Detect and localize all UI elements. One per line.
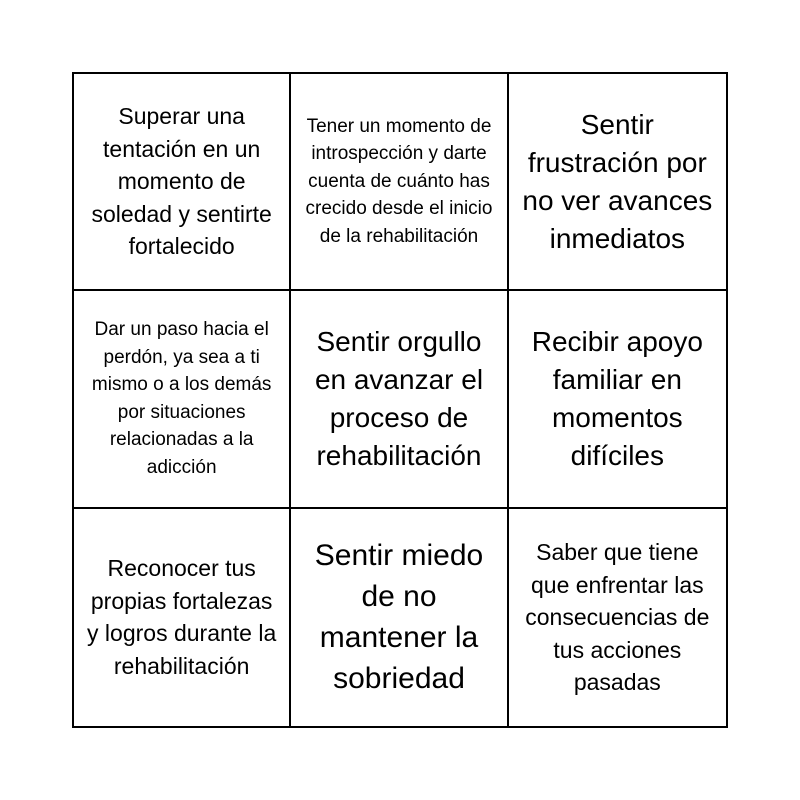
bingo-cell-1[interactable]	[74, 74, 291, 291]
bingo-cell-text: Dar un paso hacia el perdón, ya sea a ti mismo o a los demás por situaciones relacionadas a la adicción	[91, 319, 272, 478]
bingo-cell-8[interactable]	[291, 509, 508, 726]
bingo-cell-6[interactable]	[509, 291, 726, 508]
bingo-cell-2[interactable]	[291, 74, 508, 291]
bingo-board	[72, 72, 728, 728]
bingo-cell-text: Recibir apoyo familiar en momentos difíciles	[531, 325, 703, 471]
bingo-cell-text: Superar una tentación en un momento de soledad y sentirte fortalecido	[91, 103, 272, 260]
bingo-cell-9[interactable]	[509, 509, 726, 726]
bingo-cell-3[interactable]	[509, 74, 726, 291]
bingo-cell-text: Reconocer tus propias fortalezas y logros durante la rehabilitación	[87, 555, 277, 679]
bingo-cell-text: Saber que tiene que enfrentar las consecuencias de tus acciones pasadas	[525, 539, 710, 696]
bingo-cell-5[interactable]	[291, 291, 508, 508]
bingo-cell-4[interactable]	[74, 291, 291, 508]
bingo-cell-text: Sentir miedo de no mantener la sobriedad	[314, 539, 484, 696]
bingo-cell-text: Sentir frustración por no ver avances inmediatos	[522, 108, 713, 254]
bingo-cell-text: Sentir orgullo en avanzar el proceso de rehabilitación	[314, 325, 484, 471]
bingo-cell-7[interactable]	[74, 509, 291, 726]
bingo-cell-text: Tener un momento de introspección y darte cuenta de cuánto has crecido desde el inicio de la rehabilitación	[305, 115, 493, 247]
